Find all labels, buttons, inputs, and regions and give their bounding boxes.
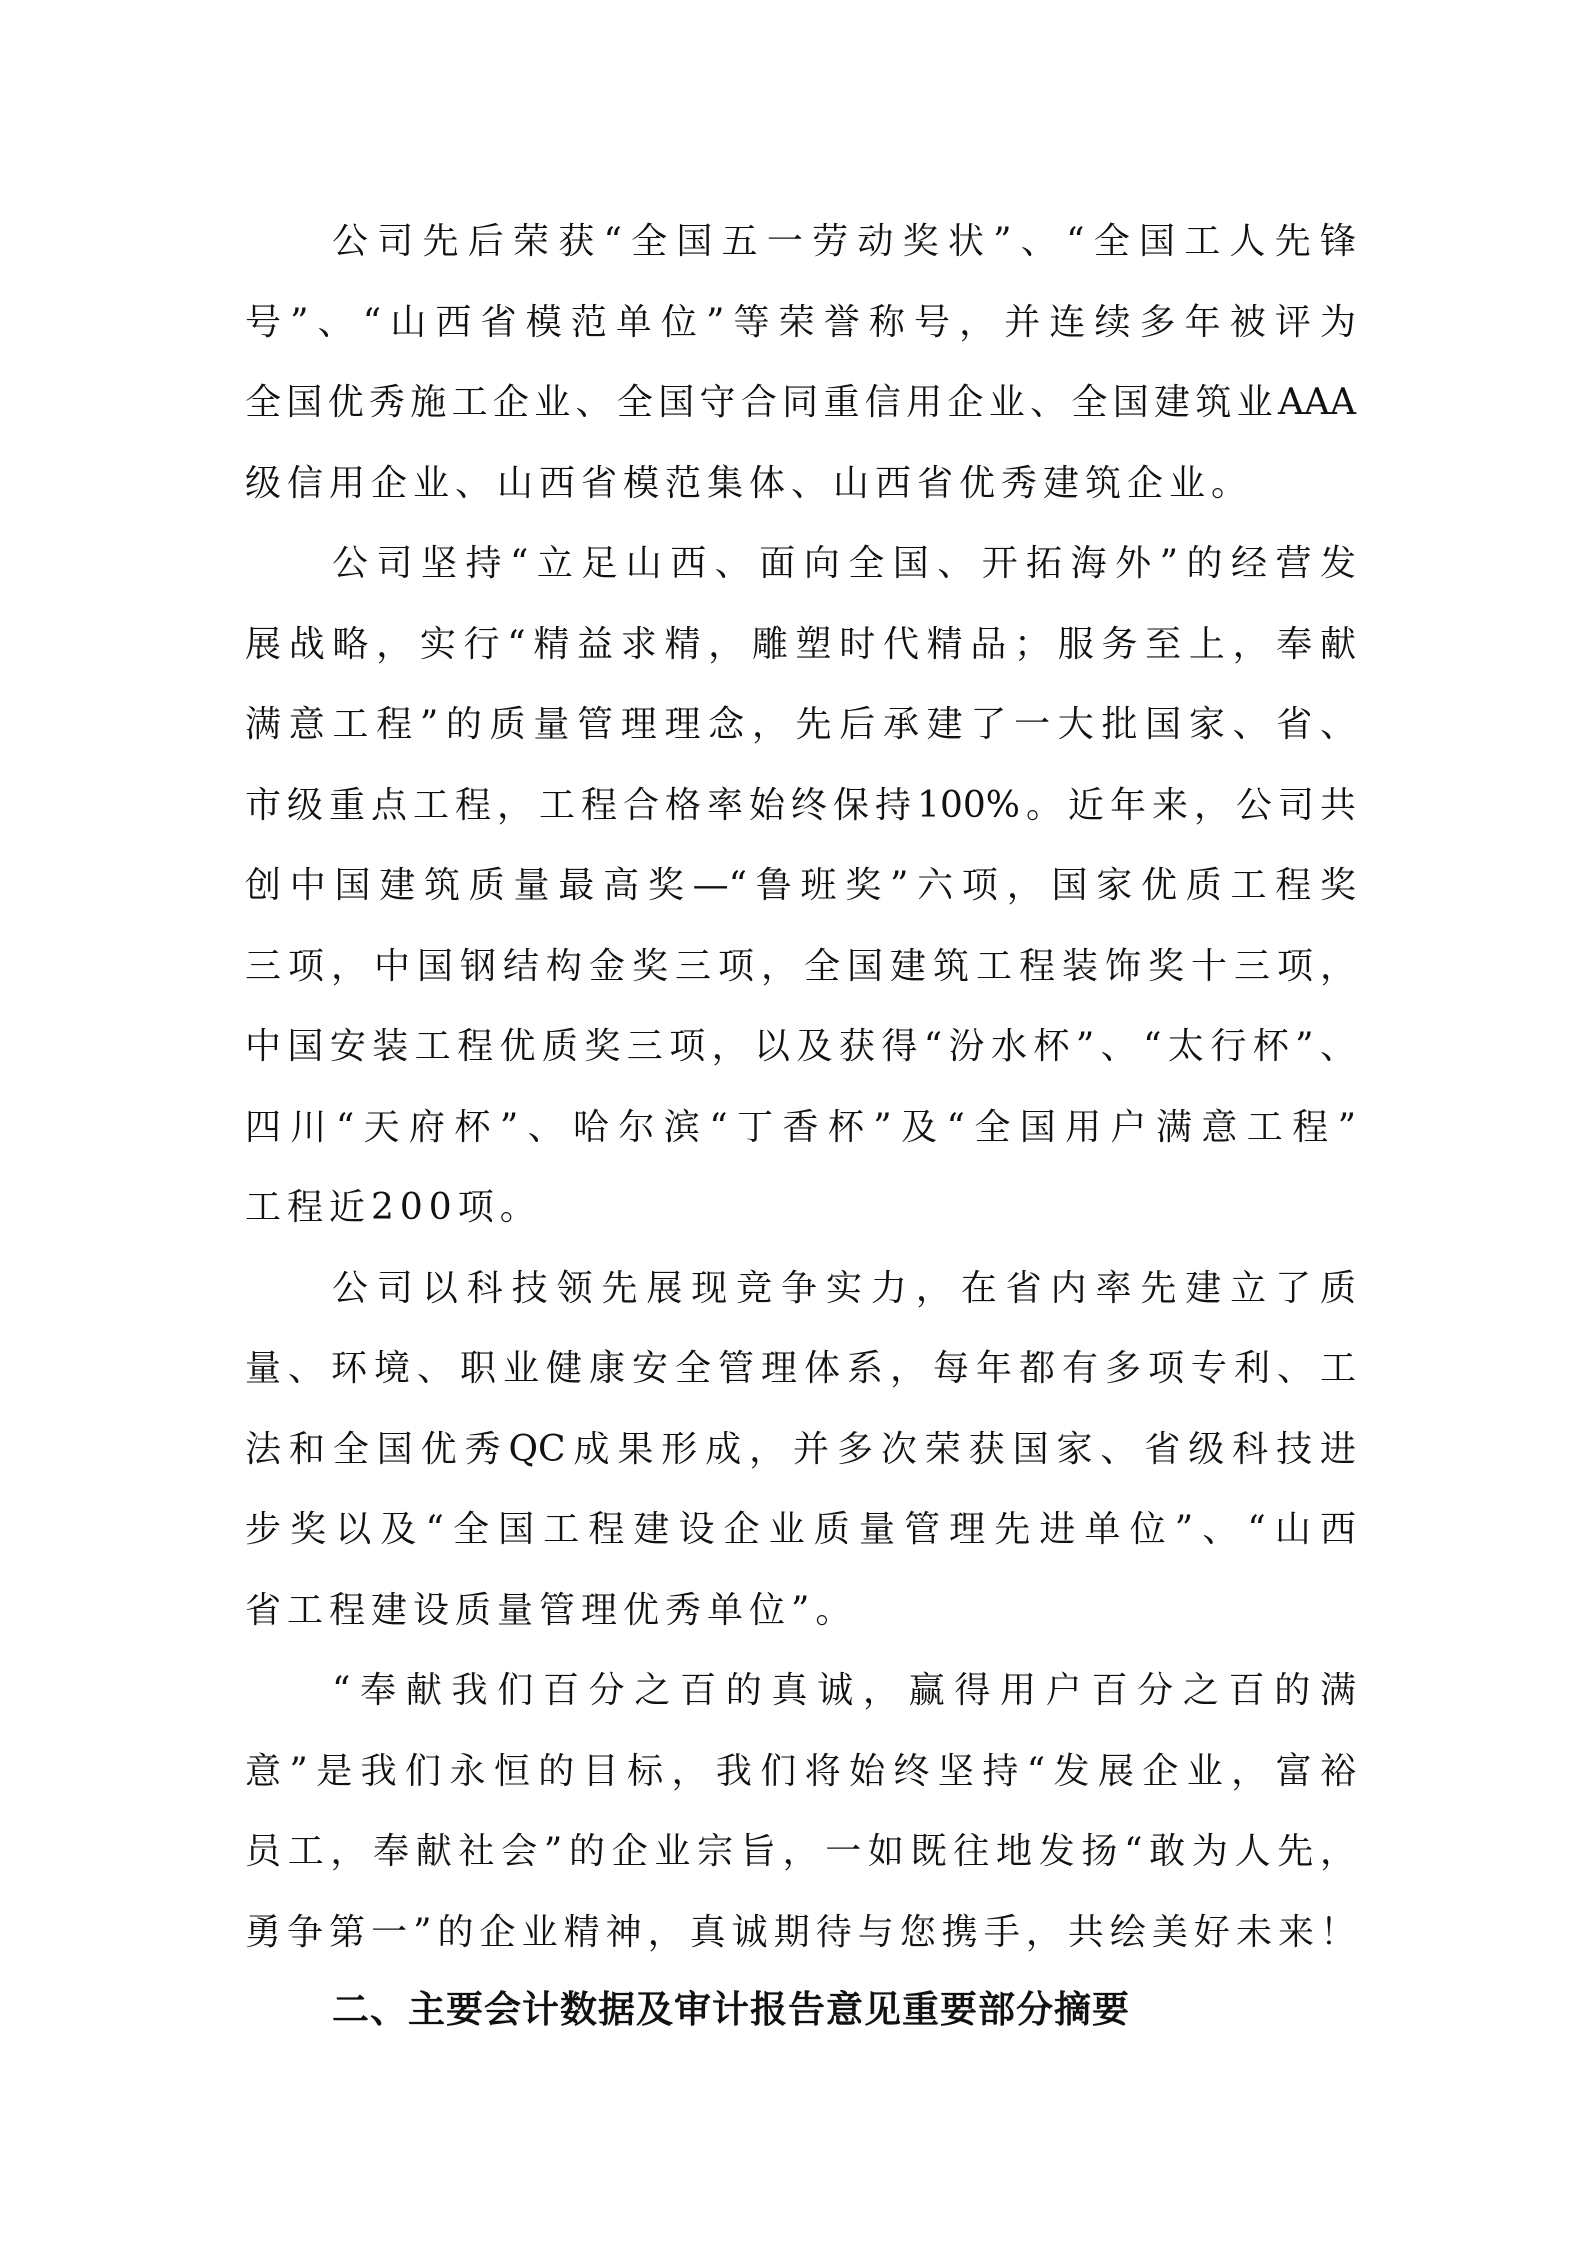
paragraph-1-line: 级信用企业、山西省模范集体、山西省优秀建筑企业。 (245, 462, 1254, 504)
paragraph-2-line: 满意工程”的质量管理理念，先后承建了一大批国家、省、 (245, 704, 1356, 745)
paragraph-4-line: “奉献我们百分之百的真诚，赢得用户百分之百的满 (332, 1670, 1356, 1711)
paragraph-2-line: 公司坚持“立足山西、面向全国、开拓海外”的经营发 (332, 543, 1356, 584)
paragraph-3-line: 省工程建设质量管理优秀单位”。 (245, 1589, 858, 1631)
paragraph-1-line: 公司先后荣获“全国五一劳动奖状”、“全国工人先锋 (332, 221, 1356, 262)
paragraph-4-line: 员工，奉献社会”的企业宗旨，一如既往地发扬“敢为人先， (245, 1831, 1356, 1872)
paragraph-2-line: 创中国建筑质量最高奖—“鲁班奖”六项，国家优质工程奖 (245, 865, 1356, 906)
paragraph-3-line: 公司以科技领先展现竞争实力，在省内率先建立了质 (332, 1267, 1356, 1309)
paragraph-2-line: 工程近200项。 (245, 1187, 542, 1228)
paragraph-2-line: 四川“天府杯”、哈尔滨“丁香杯”及“全国用户满意工程” (245, 1106, 1356, 1148)
paragraph-2-line: 市级重点工程，工程合格率始终保持100%。近年来，公司共 (245, 784, 1356, 826)
section-heading: 二、主要会计数据及审计报告意见重要部分摘要 (332, 1988, 1130, 2031)
paragraph-3-line: 法和全国优秀QC成果形成，并多次荣获国家、省级科技进 (245, 1428, 1356, 1470)
paragraph-4-line: 勇争第一”的企业精神，真诚期待与您携手，共绘美好未来！ (245, 1911, 1356, 1953)
paragraph-1-line: 号”、“山西省模范单位”等荣誉称号，并连续多年被评为 (245, 301, 1356, 343)
paragraph-3-line: 步奖以及“全国工程建设企业质量管理先进单位”、“山西 (245, 1509, 1356, 1550)
paragraph-3-line: 量、环境、职业健康安全管理体系，每年都有多项专利、工 (245, 1348, 1356, 1389)
paragraph-2-line: 三项，中国钢结构金奖三项，全国建筑工程装饰奖十三项， (245, 945, 1356, 987)
paragraph-2-line: 展战略，实行“精益求精，雕塑时代精品；服务至上，奉献 (245, 623, 1356, 665)
paragraph-1-line: 全国优秀施工企业、全国守合同重信用企业、全国建筑业AAA (245, 382, 1356, 423)
paragraph-2-line: 中国安装工程优质奖三项，以及获得“汾水杯”、“太行杯”、 (245, 1026, 1356, 1067)
paragraph-4-line: 意”是我们永恒的目标，我们将始终坚持“发展企业，富裕 (245, 1750, 1356, 1792)
